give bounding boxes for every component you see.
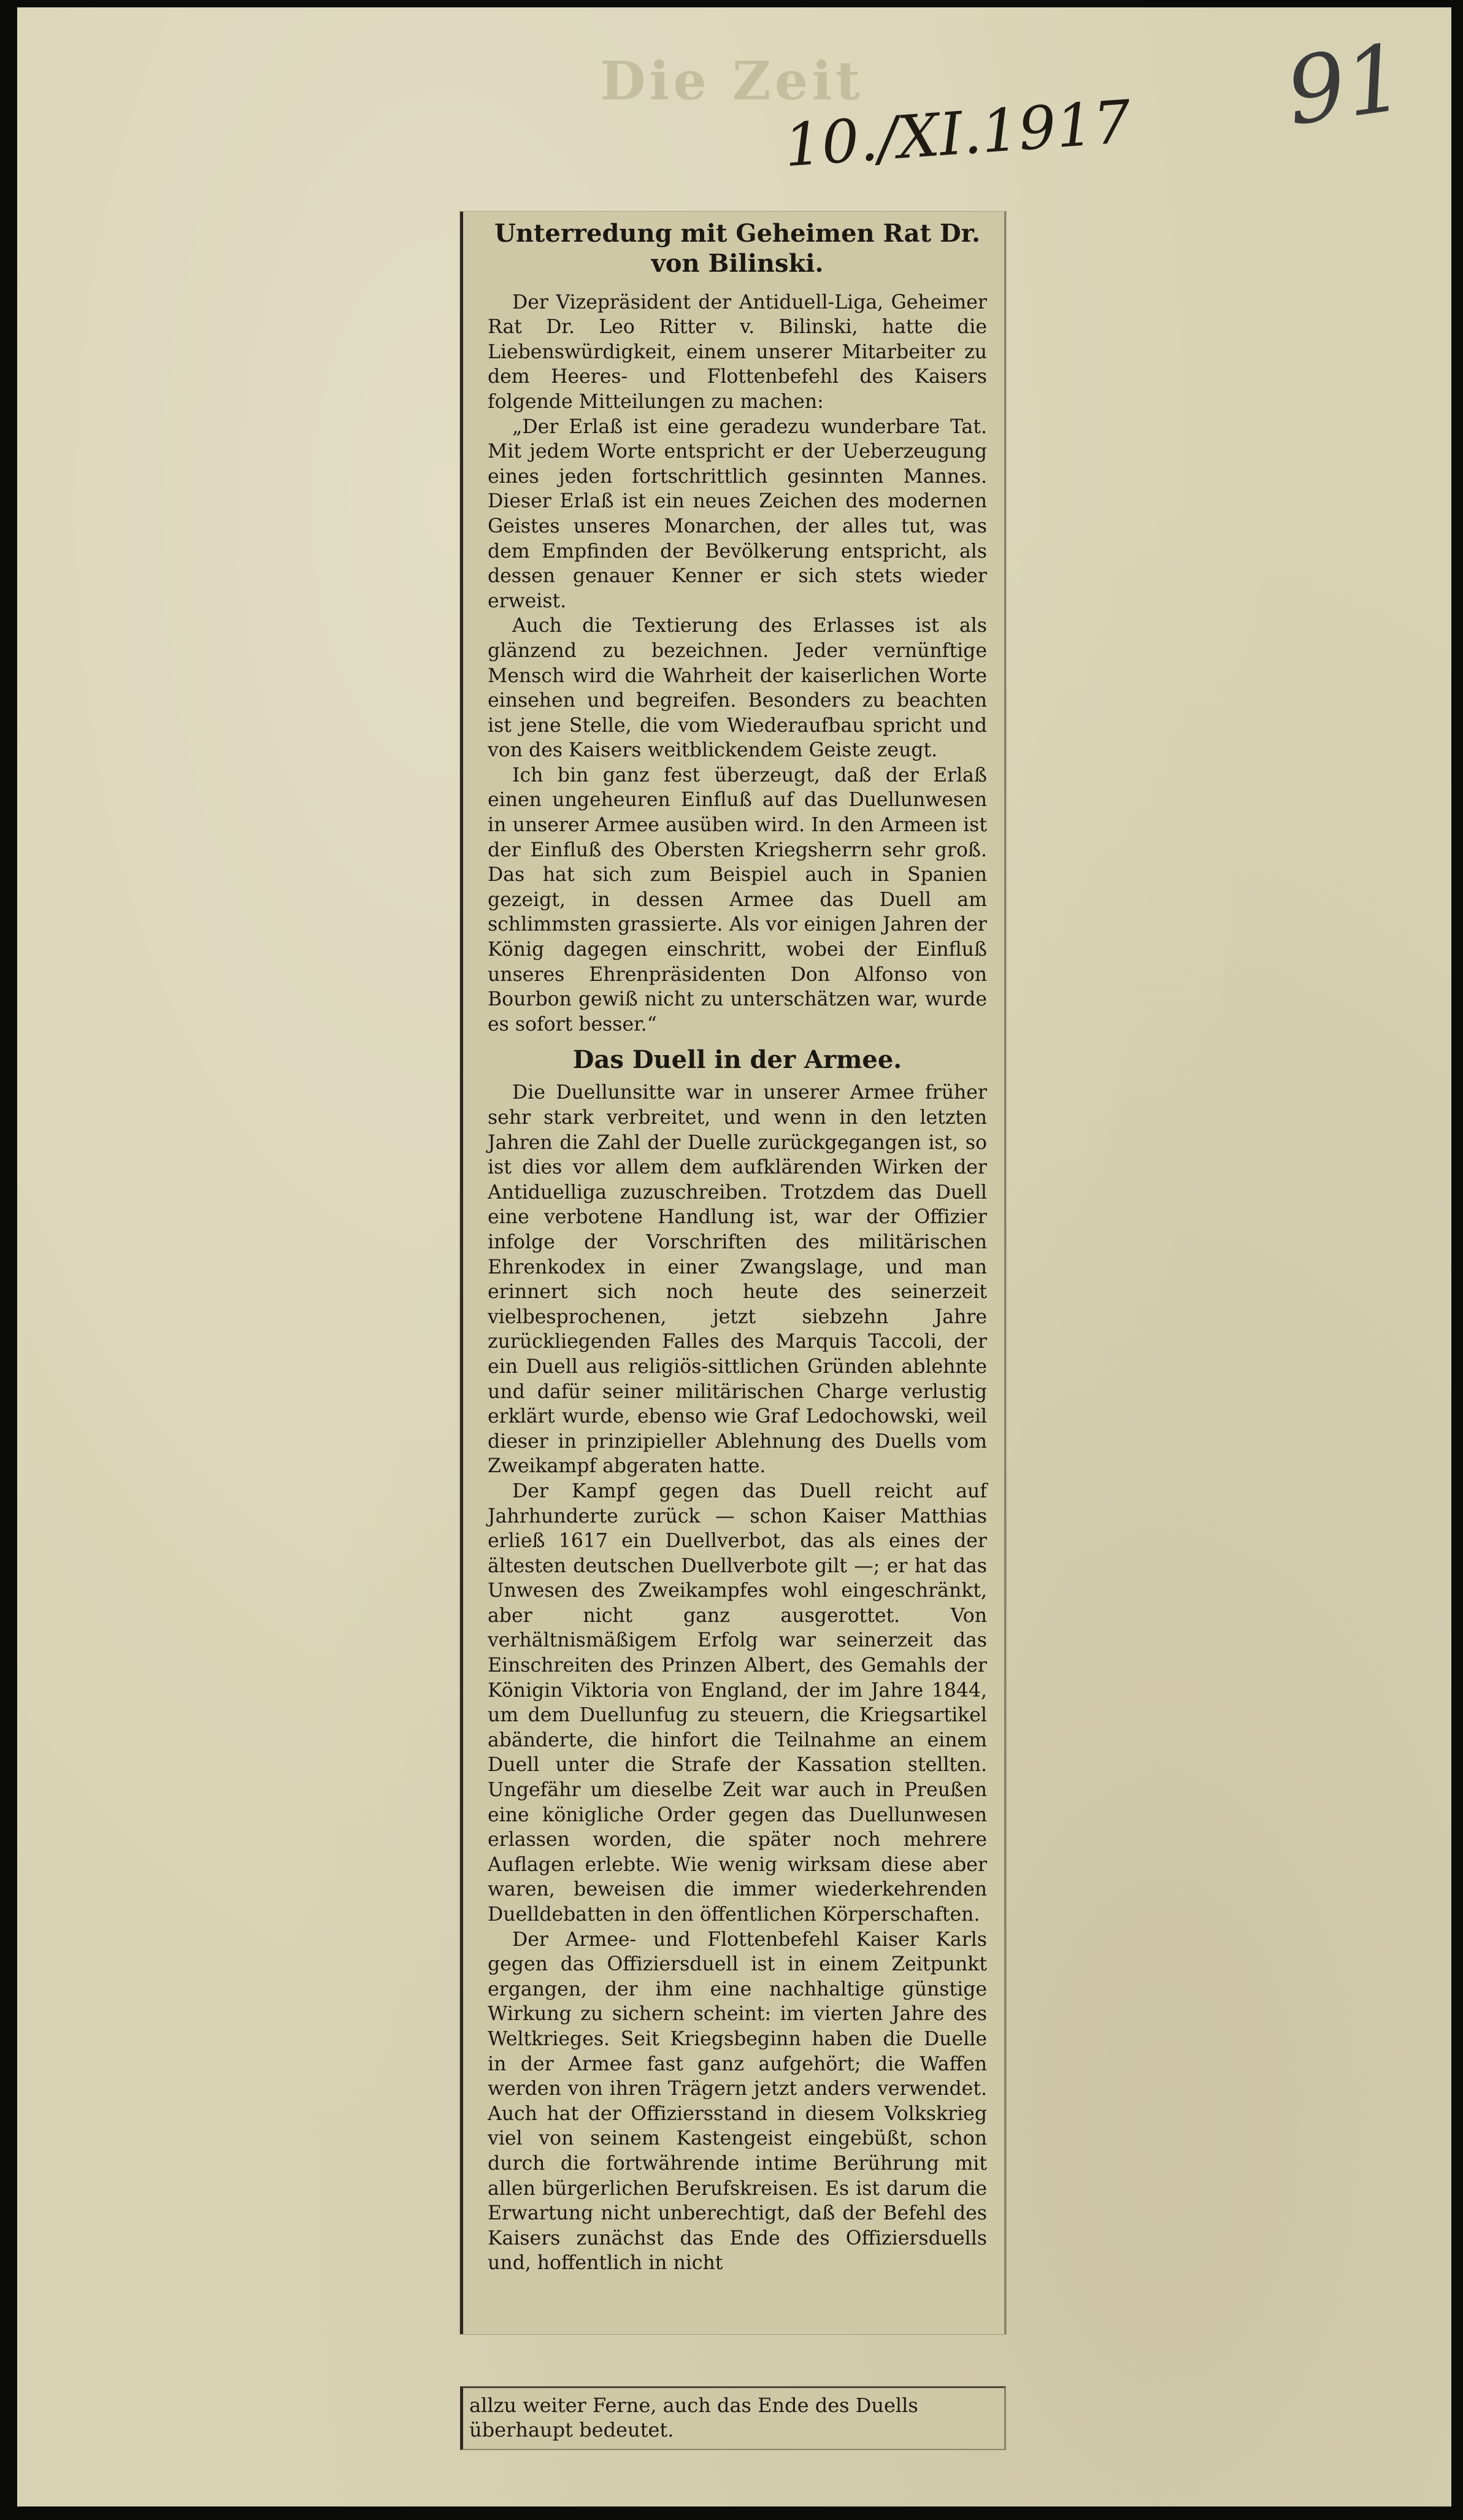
article-paragraph: „Der Erlaß ist eine geradezu wunderbare Tat. Mit jedem Worte entspricht er der Ueberzeugung eines jeden fortschrittlich gesinnten Mannes. Dieser Erlaß ist ein neues Zeichen des modernen Geistes unseres Monarchen, der alles tut, was dem Empfinden der Bevölkerung entspricht, als dessen genauer Kenner er sich stets wieder erweist.: [488, 415, 987, 612]
article-paragraph: Die Duellunsitte war in unserer Armee früher sehr stark verbreitet, und wenn in den letzten Jahren die Zahl der Duelle zurückgegangen ist, so ist dies vor allem dem aufklärenden Wirken der Antiduelliga zuzuschreiben. Trotzdem das Duell eine verbotene Handlung ist, war der Offizier infolge der Vorschriften des militärischen Ehrenkodex in einer Zwangslage, und man erinnert sich noch heute des seinerzeit vielbesprochenen, jetzt siebzehn Jahre zurückliegenden Falles des Marquis Taccoli, der ein Duell aus religiös-sittlichen Gründen ablehnte und dafür seiner militärischen Charge verlustig erklärt wurde, ebenso wie Graf Ledochowski, weil dieser in prinzipieller Ablehnung des Duells vom Zweikampf abgeraten hatte.: [488, 1081, 987, 1478]
article-paragraph: Der Kampf gegen das Duell reicht auf Jahrhunderte zurück — schon Kaiser Matthias erließ 1617 ein Duellverbot, das als eines der ältesten deutschen Duellverbote gilt —; er hat das Unwesen des Zweikampfes wohl eingeschränkt, aber nicht ganz ausgerottet. Von verhältnismäßigem Erfolg war seinerzeit das Einschreiten des Prinzen Albert, des Gemahls der Königin Viktoria von England, der im Jahre 1844, um dem Duellunfug zu steuern, die Kriegsartikel abänderte, die hinfort die Teilnahme an einem Duell unter die Strafe der Kassation stellten. Ungefähr um dieselbe Zeit war auch in Preußen eine königliche Order gegen das Duellunwesen erlassen worden, die später noch mehrere Auflagen erlebte. Wie wenig wirksam diese aber waren, beweisen die immer wiederkehrenden Duelldebatten in den öffentlichen Körperschaften.: [488, 1480, 987, 1926]
handwritten-date: 10./XI.1917: [781, 87, 1134, 180]
article-subtitle: Das Duell in der Armee.: [572, 1045, 902, 1075]
handwritten-page-number: 91: [1280, 24, 1411, 147]
newspaper-stamp: Die Zeit: [600, 50, 864, 112]
article-paragraph: Ich bin ganz fest überzeugt, daß der Erlaß einen ungeheuren Einfluß auf das Duellunwesen in unserer Armee ausüben wird. In den Armeen ist der Einfluß des Obersten Kriegsherrn sehr groß. Das hat sich zum Beispiel auch in Spanien gezeigt, in dessen Armee das Duell am schlimmsten grassierte. Als vor einigen Jahren der König dagegen einschritt, wobei der Einfluß unseres Ehrenpräsidenten Don Alfonso von Bourbon gewiß nicht zu unterschätzen war, wurde es sofort besser.“: [488, 764, 987, 1035]
newspaper-clipping: [460, 212, 1006, 2334]
article-title: Unterredung mit Geheimen Rat Dr. von Bilinski.: [494, 219, 981, 278]
clipping-continuation: allzu weiter Ferne, auch das Ende des Duells überhaupt bedeutet.: [460, 2386, 1006, 2450]
article-paragraph: Auch die Textierung des Erlasses ist als glänzend zu bezeichnen. Jeder vernünftige Mensch wird die Wahrheit der kaiserlichen Worte einsehen und begreifen. Besonders zu beachten ist jene Stelle, die vom Wiederaufbau spricht und von des Kaisers weitblickendem Geiste zeugt.: [488, 615, 987, 762]
article-paragraph: Der Vizepräsident der Antiduell-Liga, Geheimer Rat Dr. Leo Ritter v. Bilinski, hatte die Liebenswürdigkeit, einem unserer Mitarbeiter zu dem Heeres- und Flottenbefehl des Kaisers folgende Mitteilungen zu machen:: [488, 291, 987, 413]
article-paragraph: Der Armee- und Flottenbefehl Kaiser Karls gegen das Offiziersduell ist in einem Zeitpunkt ergangen, der ihm eine nachhaltige günstige Wirkung zu sichern scheint: im vierten Jahre des Weltkrieges. Seit Kriegsbeginn haben die Duelle in der Armee fast ganz aufgehört; die Waffen werden von ihren Trägern jetzt anders verwendet. Auch hat der Offiziersstand in diesem Volkskrieg viel von seinem Kastengeist eingebüßt, schon durch die fortwährende intime Berührung mit allen bürgerlichen Berufskreisen. Es ist darum die Erwartung nicht unberechtigt, daß der Befehl des Kaisers zunächst das Ende des Offiziersduells und, hoffentlich in nicht: [488, 1928, 987, 2275]
